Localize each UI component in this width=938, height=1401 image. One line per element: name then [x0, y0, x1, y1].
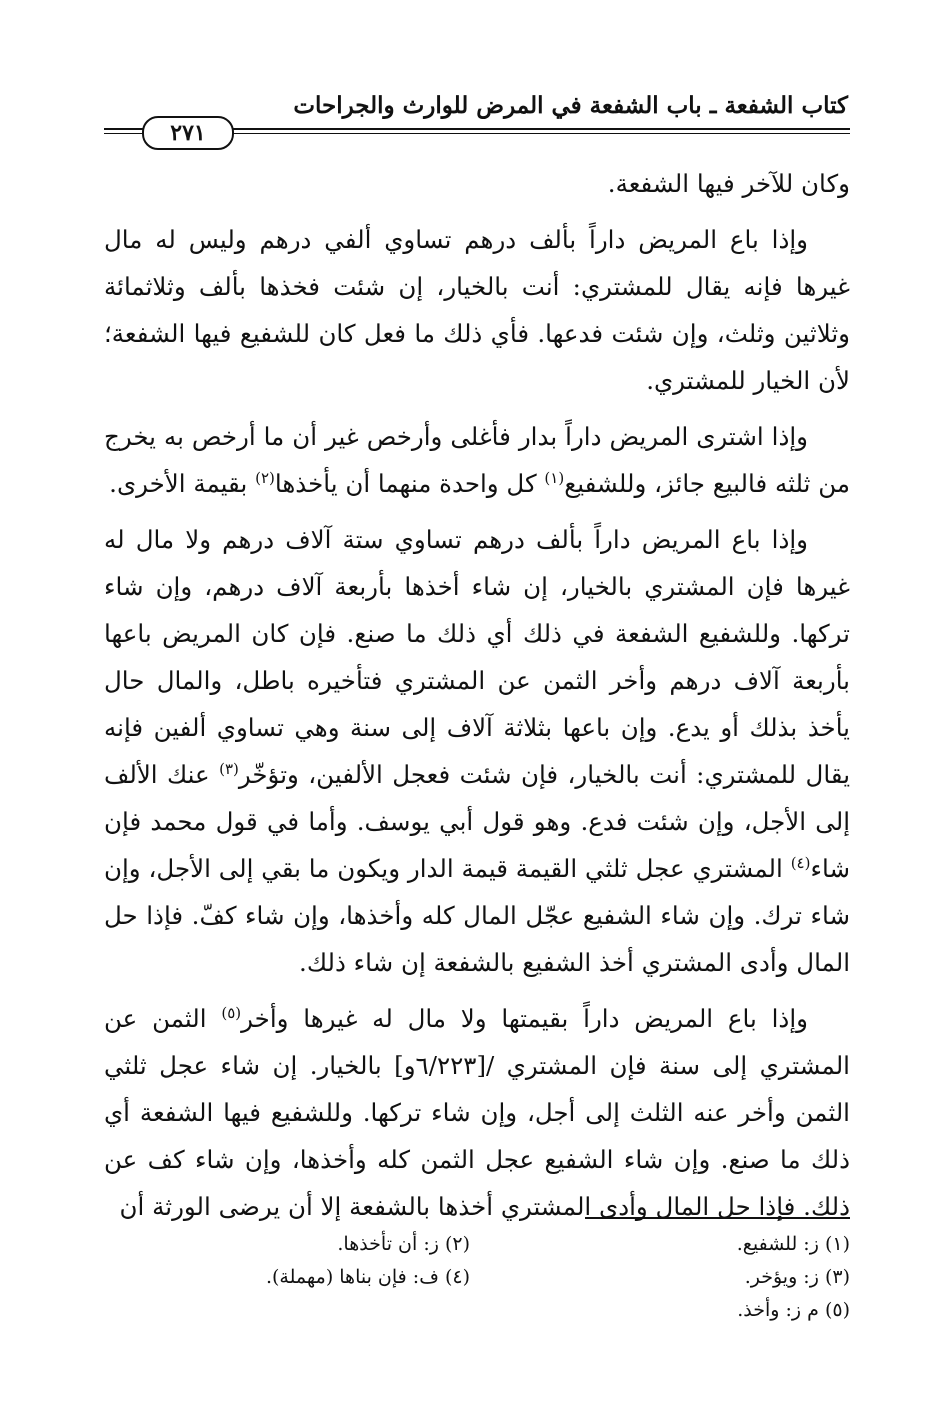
- footnote-rule: [585, 1217, 850, 1219]
- footnote-marker: (٤): [790, 853, 811, 872]
- running-header-title: كتاب الشفعة ـ باب الشفعة في المرض للوارث والجراحات: [293, 92, 848, 119]
- paragraph-text: الثمن عن المشتري إلى سنة فإن المشتري /[٦/٢٢٣و] بالخيار. إن شاء عجل ثلثي الثمن وأخر عنه الثلث إلى أجل، وإن شاء تركها. وللشفيع فيها الشفعة أي ذلك ما صنع. وإن شاء الشفيع عجل الثمن كله وأخذها، وإن شاء كف عن ذلك. فإذا حل المال وأدى المشتري أخذها بالشفعة إلا أن يرضى الورثة أن: [104, 1004, 850, 1221]
- footnote-text: ز: أن تأخذها.: [337, 1233, 439, 1255]
- footnote-row: [90, 1228, 850, 1261]
- paragraph-text: وإذا اشترى المريض داراً بدار فأغلى وأرخص غير أن ما أرخص به يخرج من ثلثه فالبيع جائز، وللشفيع: [104, 422, 850, 498]
- footnote-text: ف: فإن بناها (مهملة).: [265, 1266, 439, 1288]
- footnote-marker: (٥): [221, 1003, 242, 1022]
- footnote-number: (٢): [444, 1233, 470, 1255]
- paragraph-text: عنك الألف إلى الأجل، وإن شئت فدع. وهو قول أبي يوسف. وأما في قول محمد فإن شاء: [104, 760, 850, 883]
- footnote-text: م ز: وأخذ.: [737, 1299, 819, 1321]
- paragraph-5: [104, 995, 850, 1230]
- footnote-4: [90, 1261, 470, 1294]
- paragraph-text: المشتري عجل ثلثي القيمة قيمة الدار ويكون ما بقي إلى الأجل، وإن شاء ترك. وإن شاء الشفيع عجّل المال كله وأخذها، وإن شاء كفّ. فإذا حل المال وأدى المشتري أخذ الشفيع بالشفعة إن شاء ذلك.: [104, 854, 850, 977]
- paragraph-4: [104, 516, 850, 986]
- paragraph-2: [104, 216, 850, 404]
- paragraph-1: [104, 160, 850, 207]
- footnote-text: ز: ويؤخر.: [744, 1266, 819, 1288]
- footnote-row: [90, 1294, 850, 1327]
- footnote-number: (٤): [444, 1266, 470, 1288]
- footnote-marker: (١): [544, 468, 565, 487]
- footnote-number: (٥): [824, 1299, 850, 1321]
- footnote-2: [90, 1228, 470, 1261]
- footnote-marker: (٣): [219, 759, 239, 778]
- paragraph-text: وإذا باع المريض داراً بألف درهم تساوي ألفي درهم وليس له مال غيرها فإنه يقال للمشتري: أنت بالخيار، إن شئت فخذها بألف وثلاثمائة وثلاثين وثلث، وإن شئت فدعها. فأي ذلك ما فعل كان للشفيع فيها الشفعة؛ لأن الخيار للمشتري.: [104, 225, 850, 395]
- footnote-5: [470, 1294, 850, 1327]
- footnotes: [90, 1228, 850, 1327]
- paragraph-3: [104, 413, 850, 507]
- footnote-text: ز: للشفيع.: [736, 1233, 819, 1255]
- paragraph-text: وإذا باع المريض داراً بقيمتها ولا مال له غيرها وأخر: [241, 1004, 808, 1033]
- main-text: [104, 160, 850, 1239]
- paragraph-text: وإذا باع المريض داراً بألف درهم تساوي ستة آلاف درهم ولا مال له غيرها فإن المشتري بالخيار، إن شاء أخذها بأربعة آلاف درهم، وإن شاء تركها. وللشفيع الشفعة في ذلك أي ذلك ما صنع. فإن كان المريض باعها بأربعة آلاف درهم وأخر الثمن عن المشتري فتأخيره باطل، والمال حال يأخذ بذلك أو يدع. وإن باعها بثلاثة آلاف إلى سنة وهي تساوي ألفين فإنه يقال للمشتري: أنت بالخيار، فإن شئت فعجل الألفين، وتؤخّر: [104, 525, 851, 789]
- paragraph-text: وكان للآخر فيها الشفعة.: [607, 169, 850, 198]
- footnote-3: [470, 1261, 850, 1294]
- paragraph-text: بقيمة الأخرى.: [109, 469, 248, 498]
- paragraph-text: كل واحدة منهما أن يأخذها: [274, 469, 537, 498]
- footnote-marker: (٢): [255, 468, 275, 487]
- footnote-row: [90, 1261, 850, 1294]
- page-number: ٢٧١: [142, 116, 234, 150]
- footnote-number: (٣): [824, 1266, 850, 1288]
- footnote-number: (١): [824, 1233, 850, 1255]
- footnote-1: [470, 1228, 850, 1261]
